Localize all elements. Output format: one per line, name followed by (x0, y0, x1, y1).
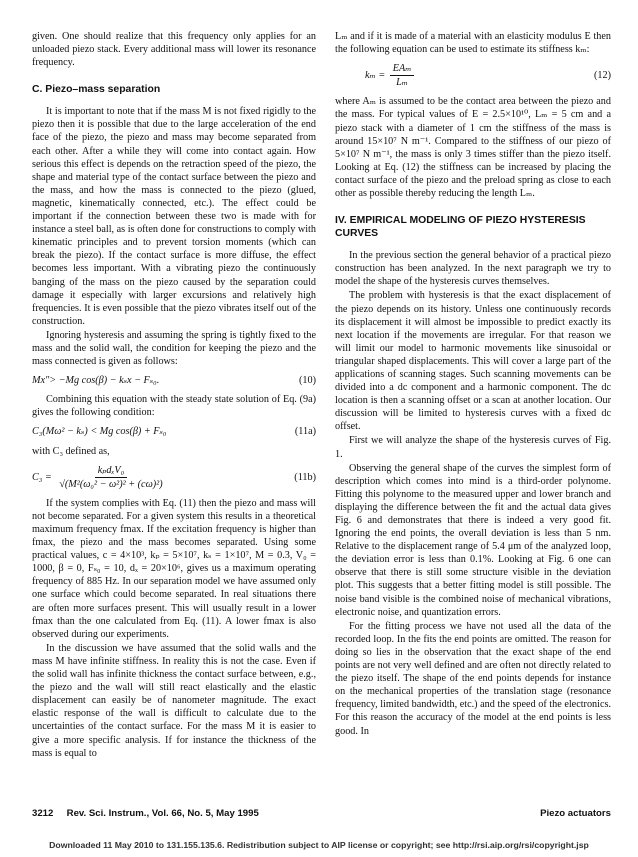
journal-citation: 3212 Rev. Sci. Instrum., Vol. 66, No. 5, May 1995 (32, 808, 259, 819)
paragraph: Observing the general shape of the curves the simplest form of description which comes into mind is a third-order polynome. Fitting this polynome to the measured upper and lower branch and displaying the difference between the fit and the actual data gives Fig. 6 and demonstrates that there is indeed a very good fit. Ignoring the end points, the overall deviation is less than 5 nm. Relative to the displacement range of 5.4 μm of the analyzed loop, the deviation error is less than 0.1%. Looking at Fig. 6 one can observe that there is still some structure visible in the deviation plot. This suggests that a better fitting model is still possible. The noise band visible is the combined noise of mechanical vibrations, electronic noise, and quantization errors. (335, 462, 611, 618)
equation-body: Mx″> −Mg cos(β) − kₛx − Fₛ₀. (32, 375, 160, 387)
equation-number: (10) (299, 375, 316, 387)
paragraph: given. One should realize that this frequency only applies for an unloaded piezo stack. Every additional mass will lower its resonance frequency. (32, 31, 316, 69)
paragraph: First we will analyze the shape of the hysteresis curves of Fig. 1. (335, 435, 611, 460)
paragraph: The problem with hysteresis is that the exact displacement of the piezo depends on its history. Unless one continuously records its displacement it will almost be impossible to predict exactly its next location if the movements are irregular. For that reason we will limit our model to harmonic movements like sinusoidal or triangular shaped displacements. This will cover a large part of the applications of scanning stages. Such scanning movements can be divided into a dc component and a harmonic component. The dc location is then a scanning offset or a scan at another location. Our discussion will be limited to hysteresis curves with a fixed dc offset. (335, 290, 611, 433)
paragraph: If the system complies with Eq. (11) then the piezo and mass will not become separated. For a given system this results in a theoretical maximum frequency fmax. If the excitation frequency is higher than fmax, the piezo and the mass becomes separated. Using some practical values, c = 4×10³, kₚ = 5×10⁷, kₛ = 1×10⁷, M = 0.3, V₀ = 1000, β = 0, Fₛ₀ = 10, dₓ = 20×10⁶, gives us a maximum operating frequency of 885 Hz. In our separation model we have assumed only one surface which could become separated. In real situations there are often more surfaces present. This will usually result in a lower fmax than the one calculated from Eq. (11). A lower fmax is also observed during our experiments. (32, 497, 316, 640)
paragraph: with C₃ defined as, (32, 445, 110, 457)
equation-number: (12) (594, 70, 611, 82)
numerator: kₚdₓV₀ (95, 464, 127, 478)
paragraph: For the fitting process we have not used all the data of the recorded loop. In the fits the end points are omitted. The reason for doing so lies in the observation that the exact shape of the end points are not very well defined and are often not directly related to the piezo itself. The shape of the end points depends for instance on the mechanical properties of the translation stage (resonance frequency, limited bandwidth, etc.) and the speed of the electronics. For this reason the accuracy of the model at the end points is less good. In (335, 620, 611, 737)
equation-number: (11b) (294, 471, 316, 483)
equation-lhs: C₃ = (32, 471, 52, 483)
equation-body: C₃(Mω² − kₛ) < Mg cos(β) + Fₛ₀ (32, 426, 167, 438)
equation-number: (11a) (294, 426, 316, 438)
paragraph: Lₘ and if it is made of a material with an elasticity modulus E then the following equation can be used to estimate its stiffness kₘ: (335, 31, 611, 56)
paragraph: where Aₘ is assumed to be the contact area between the piezo and the mass. For typical values of E = 2.5×10¹⁰, Lₘ = 5 cm and a piezo stack with a diameter of 1 cm the stiffness of the mass is around 15×10⁷ N m⁻¹. Compared to the stiffness of our piezo of 5×10⁷ N m⁻¹, the mass is only 3 times stiffer than the piezo itself. Looking at Eq. (12) the stiffness can be increased by placing the contact surface of the piezo and the preload spring as close to each other as possible thereby reducing the length Lₘ. (335, 96, 611, 200)
paragraph: In the discussion we have assumed that the solid walls and the mass M have infinite stiffness. In reality this is not the case. Even if the solid wall has infinite thickness the contact surface between, e.g., the piezo and the wall will still react elastically and the elastic displacement can easily be of nanometer magnitude. The exact elastic response of the wall is difficult to calculate due to the uncertainties of the contact surface. For the mass M it is easier to give a more specific analysis. If for instance the thickness of the mass is equal to (32, 642, 316, 759)
paragraph: Combining this equation with the steady state solution of Eq. (9a) gives the following condition: (32, 394, 316, 419)
running-title: Piezo actuators (540, 808, 611, 819)
denominator: Lₘ (396, 77, 409, 89)
page-footer (32, 808, 611, 819)
equation-lhs: kₘ = (365, 70, 386, 82)
left-column (32, 30, 316, 761)
equation-11a (32, 425, 316, 438)
equation-10 (32, 374, 316, 387)
equation-11b (32, 464, 316, 491)
section-heading: IV. EMPIRICAL MODELING OF PIEZO HYSTERESIS CURVES (335, 215, 586, 240)
numerator: EAₘ (390, 62, 415, 76)
paragraph: In the previous section the general behavior of a practical piezo construction has been analyzed. In the next paragraph we try to model the shape of the hysteresis curves themselves. (335, 250, 611, 288)
fraction (56, 464, 165, 491)
paragraph: Ignoring hysteresis and assuming the spring is tightly fixed to the mass and the solid wall, the condition for keeping the piezo and the mass connected is given as follows: (32, 329, 316, 368)
paragraph: It is important to note that if the mass M is not fixed rigidly to the piezo then it is possible that due to the large acceleration of the end face of the piezo, the piezo and mass may become separated from each other. After a while they will come into contact again. How serious this effect is depends on the retraction speed of the piezo, the shape and material type of the contact surface between the piezo and the mass, and how the mass is connected to the piezo (glued, magnetic, kinematically connected, etc.). The effect could be important if the connection between these two is made with for instance a steel ball, as is often done for constructions to comply with kinematic principles and to prevent torsion moments (which can break the piezo). If the contact surface is more diffuse, the effect becomes less important. With a vibrating piezo the continuously banging of the mass on the piezo caused by the separation could damage it especially with larger excursions and relatively high frequencies. It is even possible that the piezo vibrates itself out of the construction. (32, 106, 316, 327)
right-column (335, 30, 611, 739)
denominator: √(M²(ω₀² − ω²)² + (cω)²) (59, 478, 163, 490)
fraction (390, 62, 415, 89)
section-heading: C. Piezo–mass separation (32, 84, 161, 96)
download-notice: Downloaded 11 May 2010 to 131.155.135.6. Redistribution subject to AIP license or copyright; see http://rsi.aip.org/rsi/copyright.jsp (49, 840, 589, 850)
equation-12 (335, 62, 611, 89)
